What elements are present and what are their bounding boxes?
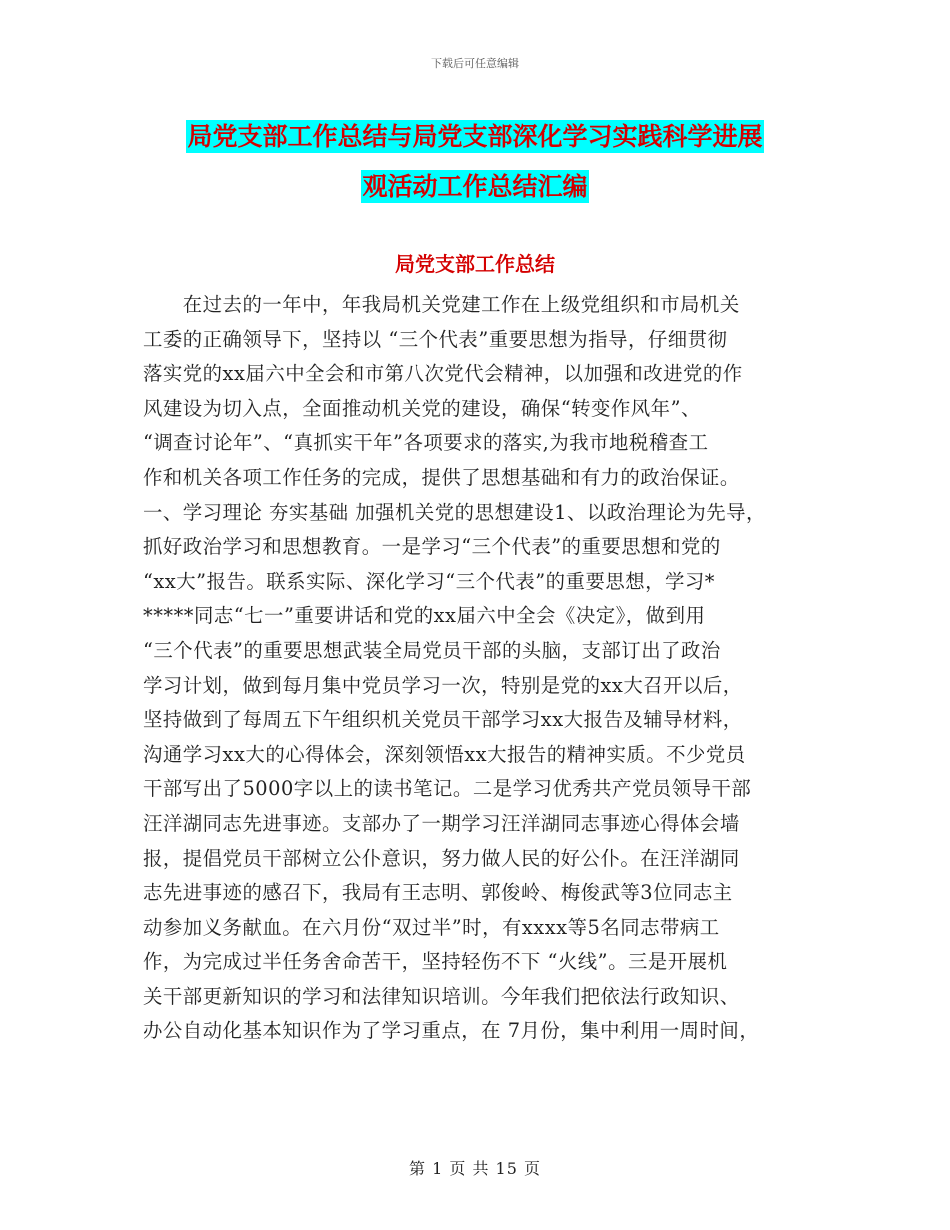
body-line: 报，提倡党员干部树立公仆意识，努力做人民的好公仆。在汪洋湖同 — [143, 846, 740, 870]
body-line: 动参加义务献血。在六月份“双过半”时，有xxxx等5名同志带病工 — [143, 915, 720, 939]
header-note: 下载后可任意编辑 — [431, 57, 519, 70]
body-line: 沟通学习xx大的心得体会，深刻领悟xx大报告的精神实质。不少党员 — [143, 742, 746, 766]
body-line: 作和机关各项工作任务的完成，提供了思想基础和有力的政治保证。 — [143, 465, 740, 489]
page-number: 第 1 页 共 15 页 — [409, 1159, 541, 1178]
document-title-line-2: 观活动工作总结汇编 — [362, 172, 588, 201]
body-line: 落实党的xx届六中全会和市第八次党代会精神，以加强和改进党的作 — [143, 362, 743, 386]
document-title-line-1: 局党支部工作总结与局党支部深化学习实践科学进展 — [187, 122, 763, 151]
body-line: 办公自动化基本知识作为了学习重点，在 7月份，集中利用一周时间， — [143, 1019, 760, 1043]
body-line: 风建设为切入点，全面推动机关党的建设，确保“转变作风年”、 — [143, 396, 701, 420]
body-text — [143, 288, 803, 1049]
body-line: “三个代表”的重要思想武装全局党员干部的头脑，支部订出了政治 — [143, 638, 721, 662]
body-line: 作，为完成过半任务舍命苦干，坚持轻伤不下 “火线”。三是开展机 — [143, 950, 728, 974]
body-line: 学习计划，做到每月集中党员学习一次，特别是党的xx大召开以后， — [143, 673, 743, 697]
body-line: 干部写出了5000字以上的读书笔记。二是学习优秀共产党员领导干部 — [143, 777, 752, 801]
body-line: 志先进事迹的感召下，我局有王志明、郭俊岭、梅俊武等3位同志主 — [143, 881, 733, 905]
body-line: 一、学习理论 夯实基础 加强机关党的思想建设1、以政治理论为先导， — [143, 500, 766, 524]
body-line: 汪洋湖同志先进事迹。支部办了一期学习汪洋湖同志事迹心得体会墙 — [143, 811, 740, 835]
body-line: 关干部更新知识的学习和法律知识培训。今年我们把依法行政知识、 — [143, 984, 740, 1008]
body-line: 在过去的一年中，年我局机关党建工作在上级党组织和市局机关 — [143, 293, 740, 316]
body-line: 坚持做到了每周五下午组织机关党员干部学习xx大报告及辅导材料， — [143, 708, 743, 732]
body-line: “调查讨论年”、“真抓实干年”各项要求的落实,为我市地税稽查工 — [143, 431, 709, 455]
body-line: “xx大”报告。联系实际、深化学习“三个代表”的重要思想，学习* — [143, 569, 715, 593]
document-title — [0, 112, 950, 212]
body-line: *****同志“七一”重要讲话和党的xx届六中全会《决定》，做到用 — [143, 604, 706, 628]
body-line: 抓好政治学习和思想教育。一是学习“三个代表”的重要思想和党的 — [143, 535, 721, 559]
body-line: 工委的正确领导下，坚持以 “三个代表”重要思想为指导，仔细贯彻 — [143, 327, 728, 351]
section-title: 局党支部工作总结 — [395, 252, 555, 276]
